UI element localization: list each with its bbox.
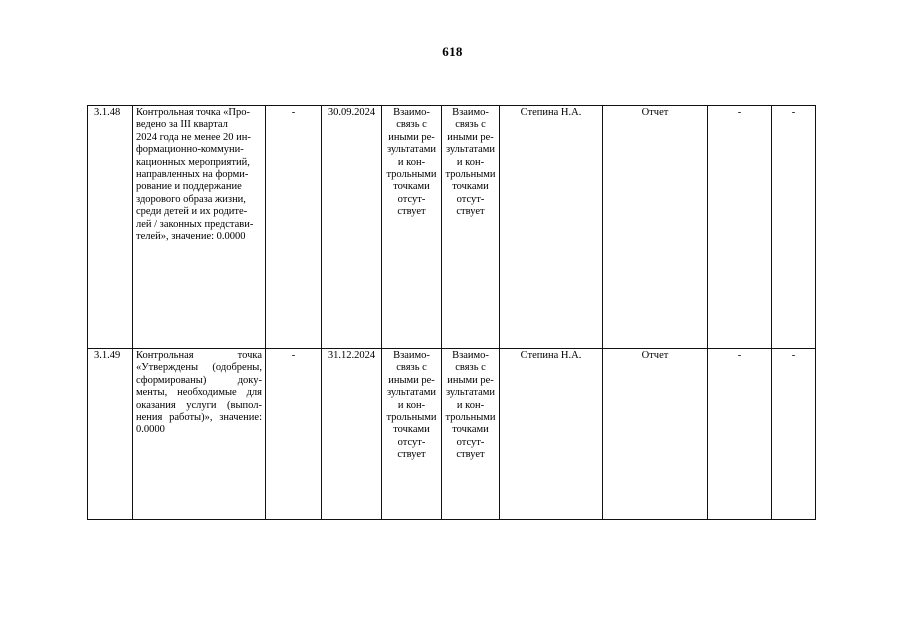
dash-cell: - bbox=[266, 106, 322, 349]
description-line: лей / законных представи- bbox=[136, 218, 254, 230]
control-points-table bbox=[87, 105, 816, 520]
responsible-cell: Степина Н.А. bbox=[500, 349, 603, 520]
relation-line: и кон- bbox=[456, 156, 485, 168]
relation-line: зультатами bbox=[445, 144, 496, 156]
dash-cell: - bbox=[266, 349, 322, 520]
relation-cell-2 bbox=[442, 349, 500, 520]
description-line: среди детей и их родите- bbox=[136, 206, 248, 218]
dash-cell: - bbox=[708, 349, 772, 520]
date-cell: 30.09.2024 bbox=[322, 106, 382, 349]
relation-cell-1 bbox=[382, 349, 442, 520]
table-row bbox=[88, 349, 816, 520]
relation-cell-1 bbox=[382, 106, 442, 349]
relation-line: трольными bbox=[445, 412, 496, 424]
relation-line: и кон- bbox=[397, 156, 426, 168]
table-row bbox=[88, 106, 816, 349]
relation-line: зультатами bbox=[386, 144, 437, 156]
relation-cell-2 bbox=[442, 106, 500, 349]
relation-line: иными ре- bbox=[447, 131, 494, 143]
description-line: Контрольная точка «Про- bbox=[136, 107, 250, 118]
dash-cell: - bbox=[708, 106, 772, 349]
relation-line: ствует bbox=[456, 449, 485, 461]
relation-line: трольными bbox=[386, 412, 437, 424]
relation-line: ствует bbox=[397, 449, 426, 461]
description-line: оказания услуги (выпол- bbox=[136, 399, 262, 411]
relation-line: трольными bbox=[386, 169, 437, 181]
dash-cell: - bbox=[772, 349, 816, 520]
row-description bbox=[133, 349, 266, 520]
relation-line: связь с bbox=[396, 119, 427, 131]
relation-line: точками bbox=[452, 181, 489, 193]
description-line: 0.0000 bbox=[136, 424, 165, 436]
relation-line: зультатами bbox=[386, 387, 437, 399]
relation-line: Взаимо- bbox=[452, 107, 489, 118]
relation-line: связь с bbox=[455, 362, 486, 374]
document-cell: Отчет bbox=[603, 349, 708, 520]
relation-line: отсут- bbox=[397, 193, 426, 205]
relation-line: Взаимо- bbox=[452, 350, 489, 361]
description-line: рование и поддержание bbox=[136, 181, 242, 193]
dash-cell: - bbox=[772, 106, 816, 349]
relation-line: ствует bbox=[456, 206, 485, 218]
row-number: 3.1.49 bbox=[88, 349, 133, 520]
description-line: Контрольная точка bbox=[136, 350, 262, 361]
description-line: сформированы) доку- bbox=[136, 374, 262, 386]
responsible-cell: Степина Н.А. bbox=[500, 106, 603, 349]
date-cell: 31.12.2024 bbox=[322, 349, 382, 520]
relation-line: и кон- bbox=[456, 399, 485, 411]
relation-line: ствует bbox=[397, 206, 426, 218]
description-line: направленных на форми- bbox=[136, 169, 249, 181]
relation-line: иными ре- bbox=[388, 374, 435, 386]
document-cell: Отчет bbox=[603, 106, 708, 349]
relation-line: отсут- bbox=[456, 193, 485, 205]
relation-line: трольными bbox=[445, 169, 496, 181]
description-line: 2024 года не менее 20 ин- bbox=[136, 131, 251, 143]
relation-line: связь с bbox=[455, 119, 486, 131]
row-number: 3.1.48 bbox=[88, 106, 133, 349]
page-number: 618 bbox=[442, 44, 463, 59]
description-line: здорового образа жизни, bbox=[136, 193, 246, 205]
relation-line: Взаимо- bbox=[393, 107, 430, 118]
row-description bbox=[133, 106, 266, 349]
description-line: менты, необходимые для bbox=[136, 387, 262, 399]
relation-line: иными ре- bbox=[447, 374, 494, 386]
relation-line: точками bbox=[393, 424, 430, 436]
relation-line: Взаимо- bbox=[393, 350, 430, 361]
description-line: кационных мероприятий, bbox=[136, 156, 250, 168]
relation-line: и кон- bbox=[397, 399, 426, 411]
relation-line: точками bbox=[393, 181, 430, 193]
description-line: «Утверждены (одобрены, bbox=[136, 362, 262, 374]
relation-line: отсут- bbox=[397, 436, 426, 448]
description-line: ведено за III квартал bbox=[136, 119, 228, 131]
description-line: телей», значение: 0.0000 bbox=[136, 231, 246, 243]
relation-line: точками bbox=[452, 424, 489, 436]
description-line: формационно-коммуни- bbox=[136, 144, 244, 156]
description-line: нения работы)», значение: bbox=[136, 412, 262, 424]
relation-line: зультатами bbox=[445, 387, 496, 399]
relation-line: связь с bbox=[396, 362, 427, 374]
relation-line: иными ре- bbox=[388, 131, 435, 143]
relation-line: отсут- bbox=[456, 436, 485, 448]
